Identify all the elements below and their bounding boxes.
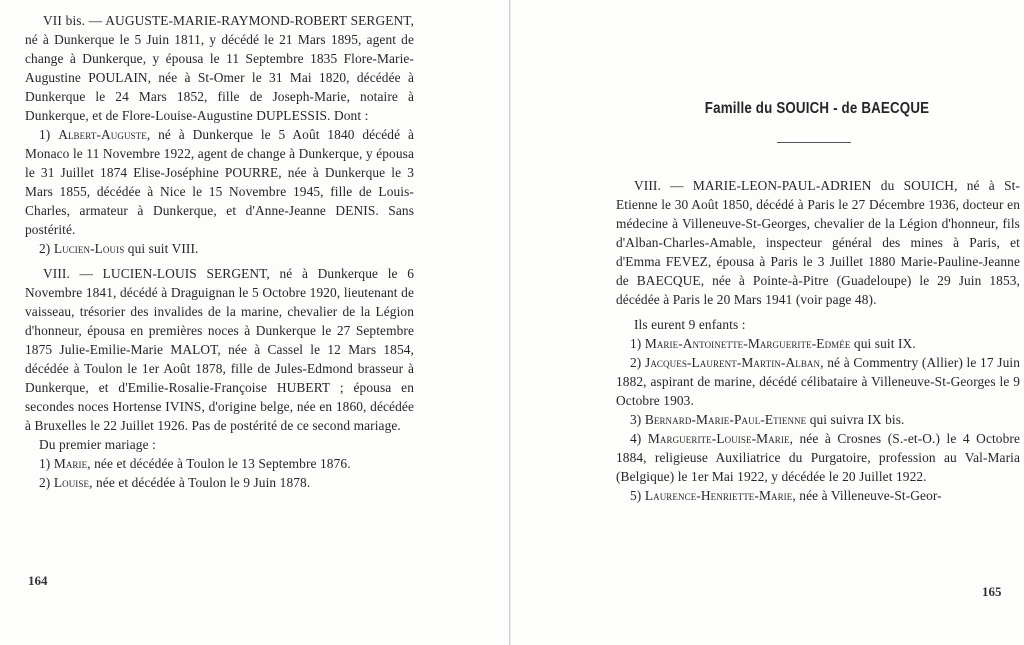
children-intro: Ils eurent 9 enfants : [634,317,746,332]
list-item: 1) Albert-Auguste, né à Dunkerque le 5 Août 1840 décédé à Monaco le 11 Novembre 1922, agent de change à Dunkerque, y épousa le 31 Juillet 1874 Elise-Joséphine POURRE, née à Dunkerque le 3 Mars 1855, décédée à Nice le 15 Novembre 1945, fille de Louis-Charles, armateur à Dunkerque, et d'Anne-Jeanne DENIS. Sans postérité. [25,127,415,237]
child-name: Jacques-Laurent-Martin-Alban [645,355,821,370]
entry-vii-bis: VII bis. — AUGUSTE-MARIE-RAYMOND-ROBERT SERGENT, né à Dunkerque le 5 Juin 1811, y décédé le 21 Mars 1895, agent de change à Dunkerque, y épousa le 11 Septembre 1835 Flore-Marie-Augustine POULAIN, née à St-Omer le 31 Mai 1820, décédée à Dunkerque le 24 Mars 1852, fille de Joseph-Marie, notaire à Dunkerque, et de Flore-Louise-Augustine DUPLESSIS. Dont : [25,13,414,123]
list-item: 2) Louise, née et décédée à Toulon le 9 Juin 1878. [39,475,311,490]
list-item: 3) Bernard-Marie-Paul-Etienne qui suivra IX bis. [630,412,905,427]
page-number-left: 164 [28,573,48,588]
entry-viii-sergent: VIII. — LUCIEN-LOUIS SERGENT, né à Dunkerque le 6 Novembre 1841, décédé à Draguignan le 5 Octobre 1920, lieutenant de vaisseau, trésorier des invalides de la marine, chevalier de la Légion d'honneur, épousa en premières noces à Dunkerque le 27 Septembre 1875 Julie-Emilie-Marie MALOT, née à Cassel le 12 Mars 1854, décédée à Toulon le 1er Août 1878, fille de Jules-Edmond brasseur à Dunkerque, et d'Emilie-Rosalie-Françoise HUBERT ; épousa en secondes noces Hortense IVINS, d'origine belge, née en 1860, décédée à Bruxelles le 22 Juillet 1926. Pas de postérité de ce second mariage. [25,266,414,433]
right-page-text [616,176,1020,505]
list-item: 1) Marie, née et décédée à Toulon le 13 Septembre 1876. [39,456,351,471]
entry-viii-du-souich: VIII. — MARIE-LEON-PAUL-ADRIEN du SOUICH, né à St-Etienne le 30 Août 1850, décédé à Paris le 27 Décembre 1936, docteur en médecine à Villeneuve-St-Georges, chevalier de la Légion d'honneur, fils d'Alban-Charles-Amable, inspecteur général des mines à Paris, et d'Emma FEVEZ, épousa à Paris le 3 Juillet 1880 Marie-Pauline-Jeanne de BAECQUE, née à Pointe-à-Pitre (Guadeloupe) le 29 Juin 1853, décédée à Paris le 20 Mars 1941 (voir page 48). [616,178,1020,307]
child-name: Marie [53,456,88,471]
title-rule [777,142,851,143]
list-item: 2) Lucien-Louis qui suit VIII. [39,241,199,256]
page-title: Famille du SOUICH - de BAECQUE [704,100,930,117]
child-name: Albert-Auguste [58,127,147,142]
left-page-text [25,11,414,492]
child-name: Lucien-Louis [53,241,125,256]
list-item: 5) Laurence-Henriette-Marie, née à Villeneuve-St-Geor- [630,488,942,503]
child-name: Bernard-Marie-Paul-Etienne [644,412,807,427]
child-name: Marie-Antoinette-Marguerite-Edmée [644,336,851,351]
child-name: Laurence-Henriette-Marie [644,488,793,503]
page-number-right: 165 [982,584,1002,599]
child-name: Marguerite-Louise-Marie [647,431,790,446]
child-name: Louise [53,475,90,490]
list-item: 2) Jacques-Laurent-Martin-Alban, né à Commentry (Allier) le 17 Juin 1882, aspirant de marine, décédé célibataire à Villeneuve-St-Georges le 9 Octobre 1903. [616,355,1020,408]
list-item: 4) Marguerite-Louise-Marie, née à Crosnes (S.-et-O.) le 4 Octobre 1884, religieuse Auxiliatrice du Purgatoire, profession au Val-Maria (Belgique) le 1er Mai 1922, y décédée le 20 Juillet 1922. [616,431,1021,484]
first-marriage-label: Du premier mariage : [39,437,156,452]
list-item: 1) Marie-Antoinette-Marguerite-Edmée qui suit IX. [630,336,916,351]
gutter-divider [509,0,511,645]
